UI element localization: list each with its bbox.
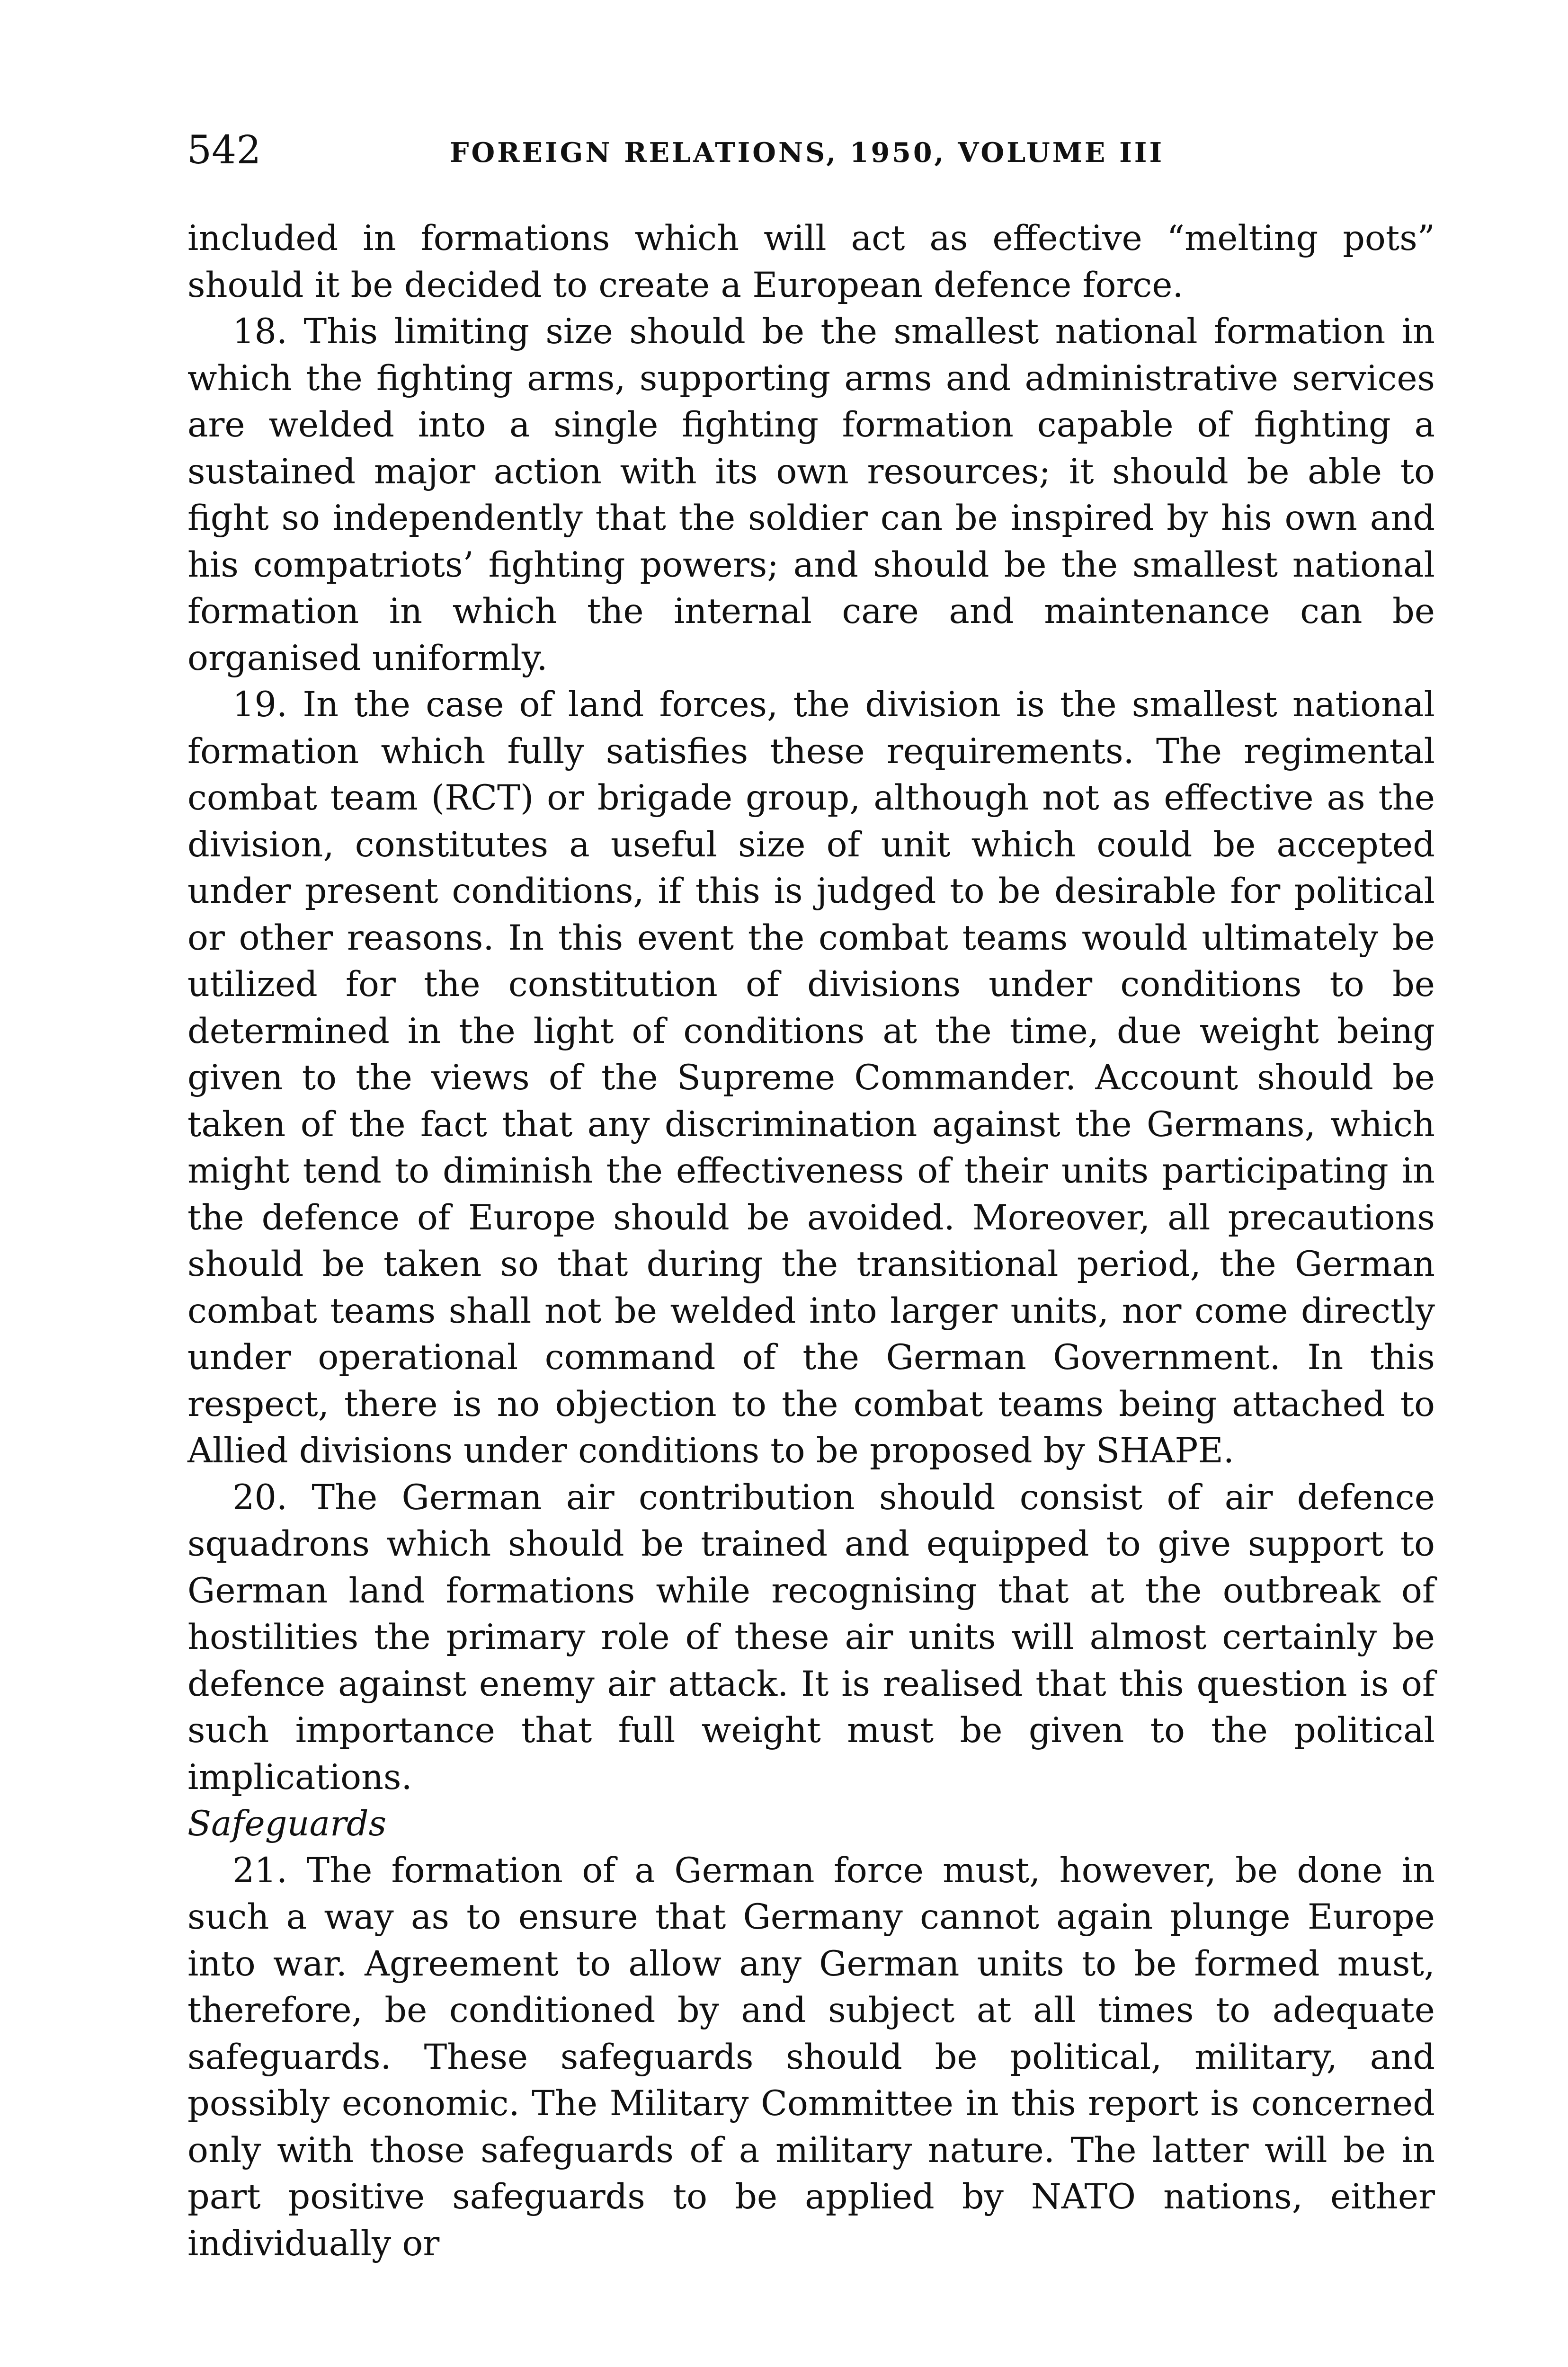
paragraph-20: 20. The German air contribution should consist of air defence squadrons which should be trained and equipped to give support to German land formations while recognising that at the outbreak of hostilities the primary role of these air units will almost certainly be defence against enemy air attack. It is realised that this question is of such importance that full weight must be given to the political implications. xyxy=(187,1477,1435,1797)
section-heading-safeguards: Safeguards xyxy=(187,1804,387,1844)
paragraph-18: 18. This limiting size should be the smallest national formation in which the fighting arms, supporting arms and administrative services are welded into a single fighting formation capable of fighting a sustained major action with its own resources; it should be able to fight so independently that the soldier can be inspired by his own and his compatriots’ fighting powers; and should be the smallest national formation in which the internal care and maintenance can be organised uniformly. xyxy=(187,311,1435,678)
running-title: FOREIGN RELATIONS, 1950, VOLUME III xyxy=(450,137,1165,169)
continued-paragraph: included in formations which will act as effective “melting pots” should it be decided to create a European defence force. xyxy=(187,218,1435,305)
page-header xyxy=(187,127,1446,188)
body-text xyxy=(187,215,1435,2267)
page-number: 542 xyxy=(187,128,261,173)
paragraph-21: 21. The formation of a German force must, however, be done in such a way as to ensure that Germany cannot again plunge Europe into war. Agreement to allow any German units to be formed must, therefore, be conditioned by and subject at all times to adequate safeguards. These safeguards should be political, military, and possibly economic. The Military Committee in this report is concerned only with those safeguards of a military nature. The latter will be in part positive safeguards to be applied by NATO nations, either individually or xyxy=(187,1850,1435,2264)
paragraph-19: 19. In the case of land forces, the division is the smallest national formation which fully satisfies these requirements. The regimental combat team (RCT) or brigade group, although not as effective as the division, constitutes a useful size of unit which could be accepted under present conditions, if this is judged to be desirable for political or other reasons. In this event the combat teams would ultimately be utilized for the constitution of divisions under conditions to be determined in the light of conditions at the time, due weight being given to the views of the Supreme Commander. Account should be taken of the fact that any discrimination against the Germans, which might tend to diminish the effectiveness of their units participating in the defence of Europe should be avoided. Moreover, all precautions should be taken so that during the transitional period, the German combat teams shall not be welded into larger units, nor come directly under operational command of the German Government. In this respect, there is no objection to the combat teams being attached to Allied divisions under conditions to be proposed by SHAPE. xyxy=(187,685,1435,1471)
